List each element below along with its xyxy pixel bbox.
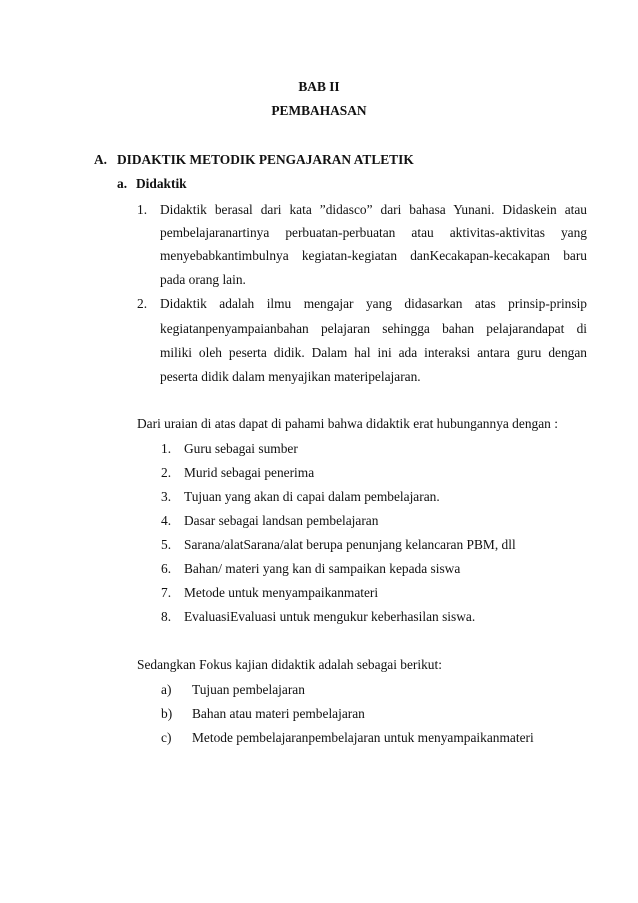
focus-item-marker: c)	[161, 730, 172, 745]
list-item-number: 7.	[161, 585, 172, 600]
focus-item-marker: b)	[161, 706, 173, 721]
point-line: pada orang lain.	[160, 272, 246, 287]
focus-item: Tujuan pembelajaran	[192, 682, 305, 697]
point-line: Didaktik adalah ilmu mengajar yang didasarkan atas prinsip-prinsip	[160, 296, 587, 311]
focus-item-marker: a)	[161, 682, 172, 697]
list-item: Tujuan yang akan di capai dalam pembelajaran.	[184, 489, 440, 504]
point-line: Didaktik berasal dari kata ”didasco” dari bahasa Yunani. Didaskein atau	[160, 202, 587, 217]
subsection-title: Didaktik	[136, 176, 187, 191]
list-item-number: 4.	[161, 513, 172, 528]
focus-intro: Sedangkan Fokus kajian didaktik adalah sebagai berikut:	[137, 657, 442, 672]
list-item: Sarana/alatSarana/alat berupa penunjang kelancaran PBM, dll	[184, 537, 516, 552]
list-item-number: 2.	[161, 465, 172, 480]
list-item-number: 3.	[161, 489, 172, 504]
list-item: Murid sebagai penerima	[184, 465, 315, 480]
list-item: Bahan/ materi yang kan di sampaikan kepada siswa	[184, 561, 461, 576]
chapter-label: BAB II	[298, 79, 340, 94]
focus-item: Bahan atau materi pembelajaran	[192, 706, 365, 721]
list-item-number: 8.	[161, 609, 172, 624]
relation-intro: Dari uraian di atas dapat di pahami bahwa didaktik erat hubungannya dengan :	[137, 416, 558, 431]
list-item: Metode untuk menyampaikanmateri	[184, 585, 379, 600]
point-line: kegiatanpenyampaianbahan pelajaran sehingga bahan pelajarandapat di	[160, 321, 587, 336]
section-a-title: DIDAKTIK METODIK PENGAJARAN ATLETIK	[117, 152, 414, 167]
point-line: miliki oleh peserta didik. Dalam hal ini ada interaksi antara guru dengan	[160, 345, 587, 360]
point-line: peserta didik dalam menyajikan materipelajaran.	[160, 369, 421, 384]
list-item: EvaluasiEvaluasi untuk mengukur keberhasilan siswa.	[184, 609, 476, 624]
subsection-marker: a.	[117, 176, 128, 191]
point-number: 1.	[137, 202, 148, 217]
point-number: 2.	[137, 296, 148, 311]
list-item: Guru sebagai sumber	[184, 441, 298, 456]
section-a-marker: A.	[94, 152, 108, 167]
point-line: pembelajaranartinya perbuatan-perbuatan atau aktivitas-aktivitas yang	[160, 225, 587, 240]
list-item-number: 6.	[161, 561, 172, 576]
point-line: menyebabkantimbulnya kegiatan-kegiatan danKecakapan-kecakapan baru	[160, 248, 587, 263]
list-item-number: 1.	[161, 441, 172, 456]
list-item: Dasar sebagai landsan pembelajaran	[184, 513, 379, 528]
focus-item: Metode pembelajaranpembelajaran untuk menyampaikanmateri	[192, 730, 534, 745]
list-item-number: 5.	[161, 537, 172, 552]
chapter-title: PEMBAHASAN	[271, 103, 367, 118]
